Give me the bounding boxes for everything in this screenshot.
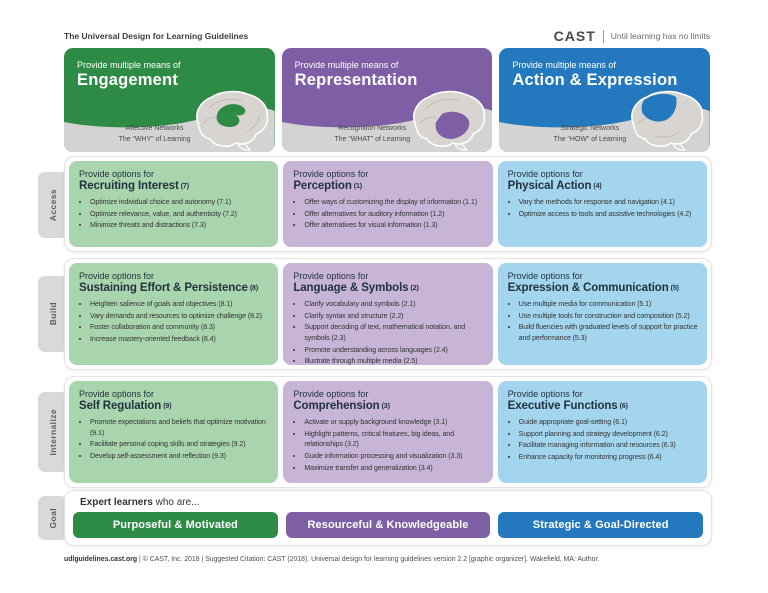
checkpoint: • Offer ways of customizing the display of information (1.1) <box>304 197 484 208</box>
page-title: The Universal Design for Learning Guidelines <box>64 31 249 41</box>
goal-resourceful-knowledgeable: Resourceful & Knowledgeable <box>286 512 491 538</box>
checkpoint: • Facilitate managing information and resources (6.3) <box>519 440 699 451</box>
checkpoint: • Optimize relevance, value, and authenticity (7.2) <box>90 209 270 220</box>
checkpoint: • Minimize threats and distractions (7.3) <box>90 220 270 231</box>
checkpoint: • Support planning and strategy development (6.2) <box>519 429 699 440</box>
brand-tagline: Until learning has no limits <box>610 31 710 41</box>
cell-kicker: Provide options for <box>507 271 583 281</box>
guideline-number: (3) <box>381 403 390 410</box>
checkpoint: • Guide information processing and visualization (3.3) <box>304 451 484 462</box>
network-name: Affective Networks <box>125 125 184 133</box>
cell-kicker: Provide options for <box>293 389 369 399</box>
row-tab-label: Goal <box>48 507 58 529</box>
checkpoint: • Enhance capacity for monitoring progress (6.4) <box>519 452 699 463</box>
goal-purposeful-motivated: Purposeful & Motivated <box>73 512 278 538</box>
guideline-number: (7) <box>180 183 189 190</box>
network-learning: The “WHAT” of Learning <box>334 136 411 144</box>
header-action-expression <box>499 48 710 152</box>
footer-citation <box>64 556 744 563</box>
cast-logo <box>554 28 710 44</box>
cell-self-regulation <box>69 381 278 483</box>
checkpoint: • Promote expectations and beliefs that optimize motivation (9.1) <box>90 417 270 438</box>
cell-kicker: Provide options for <box>79 271 155 281</box>
row-tab-label: Internalize <box>48 408 58 456</box>
cell-title: Comprehension (3) <box>293 400 390 412</box>
header-engagement <box>64 48 275 152</box>
guideline-number: (5) <box>670 285 679 292</box>
checkpoint: • Offer alternatives for visual information (1.3) <box>304 220 484 231</box>
checkpoint: • Clarify syntax and structure (2.2) <box>304 311 484 322</box>
checkpoint: • Vary the methods for response and navigation (4.1) <box>519 197 699 208</box>
checkpoint-list <box>293 417 484 473</box>
guideline-number: (4) <box>593 183 602 190</box>
cell-expression-communication <box>498 263 707 365</box>
row-internalize <box>64 376 712 488</box>
guideline-number: (9) <box>163 403 172 410</box>
goal-pills <box>73 512 703 538</box>
cell-recruiting-interest <box>69 161 278 247</box>
checkpoint: • Build fluencies with graduated levels of support for practice and performance (5.3) <box>519 322 699 343</box>
cell-title: Executive Functions (6) <box>507 400 628 412</box>
network-name: Strategic Networks <box>560 125 620 133</box>
checkpoint-list <box>79 417 270 462</box>
header-title: Representation <box>294 71 418 89</box>
cell-kicker: Provide options for <box>507 169 583 179</box>
cell-physical-action <box>498 161 707 247</box>
brand-divider <box>603 30 604 43</box>
checkpoint: • Facilitate personal coping skills and strategies (9.2) <box>90 439 270 450</box>
cell-title: Language & Symbols (2) <box>293 282 419 294</box>
checkpoint: • Use multiple tools for construction and composition (5.2) <box>519 311 699 322</box>
checkpoint: • Highlight patterns, critical features, big ideas, and relationships (3.2) <box>304 429 484 450</box>
checkpoint: • Support decoding of text, mathematical notation, and symbols (2.3) <box>304 322 484 343</box>
top-bar <box>64 28 710 44</box>
checkpoint: • Promote understanding across languages (2.4) <box>304 345 484 356</box>
checkpoint: • Use multiple media for communication (5.1) <box>519 299 699 310</box>
cell-comprehension <box>283 381 492 483</box>
row-goal <box>64 490 712 546</box>
udl-guidelines-link[interactable]: udlguidelines.cast.org <box>64 556 138 563</box>
checkpoint: • Maximize transfer and generalization (3.4) <box>304 463 484 474</box>
row-build <box>64 258 712 370</box>
network-name: Recognition Networks <box>338 125 407 133</box>
cell-kicker: Provide options for <box>293 271 369 281</box>
cell-title: Perception (1) <box>293 180 363 192</box>
checkpoint: • Illustrate through multiple media (2.5) <box>304 356 484 365</box>
checkpoint: • Develop self-assessment and reflection (9.3) <box>90 451 270 462</box>
cell-title: Physical Action (4) <box>507 180 602 192</box>
checkpoint: • Optimize individual choice and autonomy (7.1) <box>90 197 270 208</box>
row-tab-label: Build <box>48 302 58 326</box>
cell-kicker: Provide options for <box>79 169 155 179</box>
cell-language-symbols <box>283 263 492 365</box>
column-headers <box>64 48 710 152</box>
network-learning: The “HOW” of Learning <box>553 136 627 144</box>
checkpoint-list <box>293 197 484 231</box>
row-access <box>64 156 712 252</box>
cell-sustaining-effort <box>69 263 278 365</box>
checkpoint: • Clarify vocabulary and symbols (2.1) <box>304 299 484 310</box>
checkpoint-list <box>293 299 484 365</box>
checkpoint: • Foster collaboration and community (8.3) <box>90 322 270 333</box>
cell-executive-functions <box>498 381 707 483</box>
guideline-number: (1) <box>353 183 363 190</box>
header-kicker: Provide multiple means of <box>512 60 616 70</box>
checkpoint-list <box>508 417 699 463</box>
brain-affective-icon <box>190 88 272 152</box>
checkpoint: • Heighten salience of goals and objectives (8.1) <box>90 299 270 310</box>
cell-title: Expression & Communication (5) <box>507 282 679 294</box>
guideline-number: (2) <box>410 285 419 292</box>
citation-text: | © CAST, Inc. 2018 | Suggested Citation: CAST (2018). Universal design for learning guidelines version 2.2 [graphic organizer]. Wakefield, MA: Author. <box>137 556 600 563</box>
checkpoint: • Increase mastery-oriented feedback (8.4) <box>90 334 270 345</box>
expert-learners-bold: Expert learners <box>80 497 153 508</box>
cell-title: Recruiting Interest (7) <box>79 180 189 192</box>
header-representation <box>282 48 493 152</box>
network-learning: The “WHY” of Learning <box>118 136 191 144</box>
checkpoint: • Offer alternatives for auditory information (1.2) <box>304 209 484 220</box>
checkpoint-list <box>508 197 699 219</box>
header-title: Action & Expression <box>512 71 678 89</box>
brain-recognition-icon <box>407 88 489 152</box>
cell-kicker: Provide options for <box>79 389 155 399</box>
expert-learners-heading <box>73 497 703 512</box>
checkpoint: • Optimize access to tools and assistive technologies (4.2) <box>519 209 699 220</box>
cell-perception <box>283 161 492 247</box>
checkpoint-list <box>79 197 270 231</box>
cell-kicker: Provide options for <box>293 169 369 179</box>
cell-title: Self Regulation (9) <box>79 400 172 412</box>
header-kicker: Provide multiple means of <box>77 60 181 70</box>
expert-learners-rest: who are... <box>152 497 200 508</box>
checkpoint: • Vary demands and resources to optimize challenge (8.2) <box>90 311 270 322</box>
checkpoint-list <box>79 299 270 345</box>
cell-kicker: Provide options for <box>507 389 583 399</box>
brain-strategic-icon <box>625 88 707 152</box>
goal-strategic-goal-directed: Strategic & Goal-Directed <box>498 512 703 538</box>
cell-title: Sustaining Effort & Persistence (8) <box>79 282 259 294</box>
header-kicker: Provide multiple means of <box>294 60 399 70</box>
row-tab-label: Access <box>48 188 58 222</box>
header-title: Engagement <box>77 71 179 89</box>
checkpoint-list <box>508 299 699 344</box>
checkpoint: • Guide appropriate goal-setting (6.1) <box>519 417 699 428</box>
checkpoint: • Activate or supply background knowledge (3.1) <box>304 417 484 428</box>
guideline-number: (8) <box>249 285 259 292</box>
guideline-number: (6) <box>619 403 628 410</box>
cast-wordmark: CAST <box>553 28 596 44</box>
